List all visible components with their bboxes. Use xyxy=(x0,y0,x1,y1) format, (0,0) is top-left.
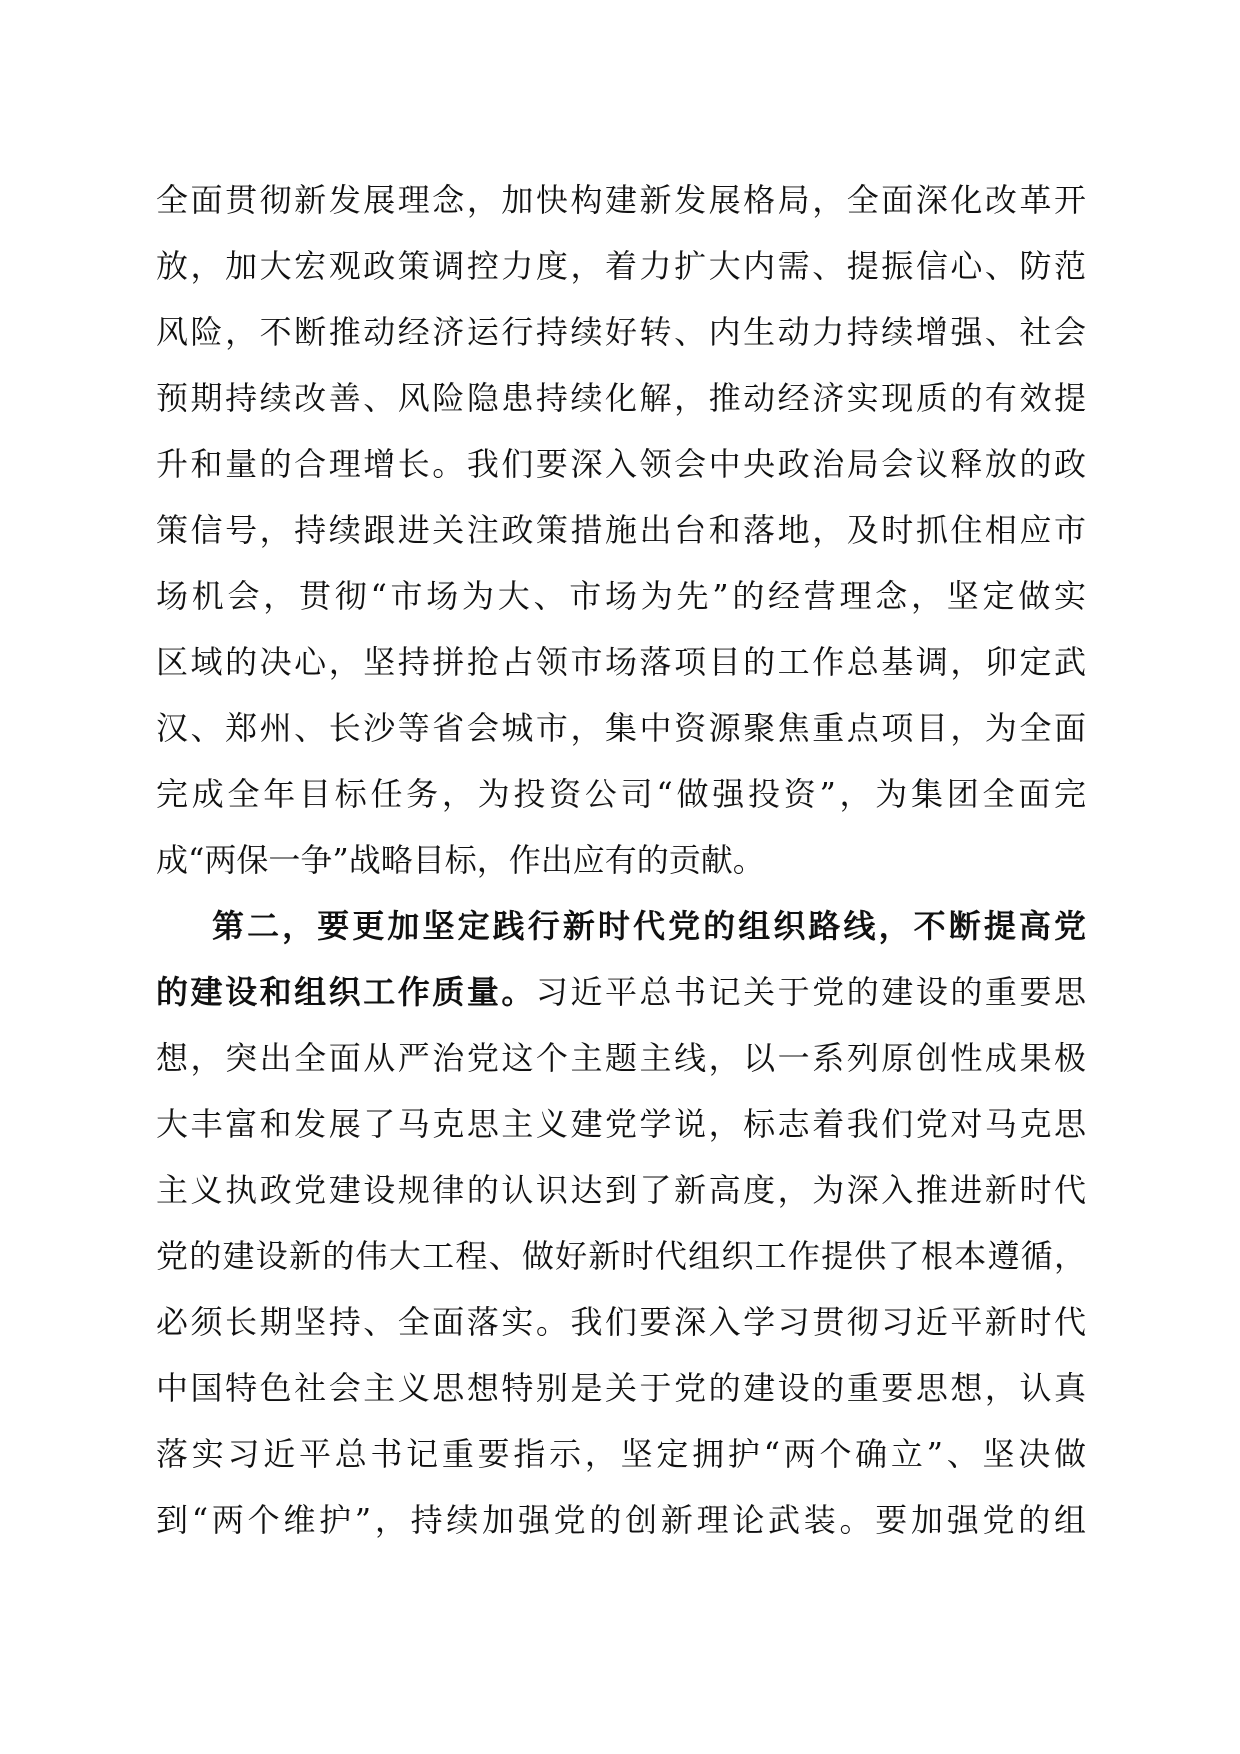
section-heading-line: 第二，要更加坚定践行新时代党的组织路线，不断提高党 xyxy=(212,907,1086,945)
text-line: 全面贯彻新发展理念，加快构建新发展格局，全面深化改革开 xyxy=(156,181,1086,219)
text-line: 成“两保一争”战略目标，作出应有的贡献。 xyxy=(156,841,765,879)
text-line-mixed xyxy=(156,975,1086,1009)
text-line: 大丰富和发展了马克思主义建党学说，标志着我们党对马克思 xyxy=(156,1105,1086,1143)
text-line: 升和量的合理增长。我们要深入领会中央政治局会议释放的政 xyxy=(156,445,1086,483)
body-text xyxy=(156,183,1086,1569)
text-line: 想，突出全面从严治党这个主题主线，以一系列原创性成果极 xyxy=(156,1039,1086,1077)
text-line: 主义执政党建设规律的认识达到了新高度，为深入推进新时代 xyxy=(156,1171,1086,1209)
text-line: 完成全年目标任务，为投资公司“做强投资”，为集团全面完 xyxy=(156,775,1086,813)
text-line: 到“两个维护”，持续加强党的创新理论武装。要加强党的组 xyxy=(156,1501,1086,1539)
text-line: 预期持续改善、风险隐患持续化解，推动经济实现质的有效提 xyxy=(156,379,1086,417)
text-line: 场机会，贯彻“市场为大、市场为先”的经营理念，坚定做实 xyxy=(156,577,1086,615)
text-line: 必须长期坚持、全面落实。我们要深入学习贯彻习近平新时代 xyxy=(156,1303,1086,1341)
text-line: 汉、郑州、长沙等省会城市，集中资源聚焦重点项目，为全面 xyxy=(156,709,1086,747)
text-line: 区域的决心，坚持拼抢占领市场落项目的工作总基调，卯定武 xyxy=(156,643,1086,681)
text-line: 落实习近平总书记重要指示，坚定拥护“两个确立”、坚决做 xyxy=(156,1435,1086,1473)
text-line: 策信号，持续跟进关注政策措施出台和落地，及时抓住相应市 xyxy=(156,511,1086,549)
text-segment: 习近平总书记关于党的建设的重要思 xyxy=(535,973,1086,1011)
text-line: 中国特色社会主义思想特别是关于党的建设的重要思想，认真 xyxy=(156,1369,1086,1407)
text-line: 党的建设新的伟大工程、做好新时代组织工作提供了根本遵循， xyxy=(156,1237,1086,1275)
section-heading-end: 的建设和组织工作质量。 xyxy=(156,973,536,1011)
text-line: 放，加大宏观政策调控力度，着力扩大内需、提振信心、防范 xyxy=(156,247,1086,285)
text-line: 风险，不断推动经济运行持续好转、内生动力持续增强、社会 xyxy=(156,313,1086,351)
